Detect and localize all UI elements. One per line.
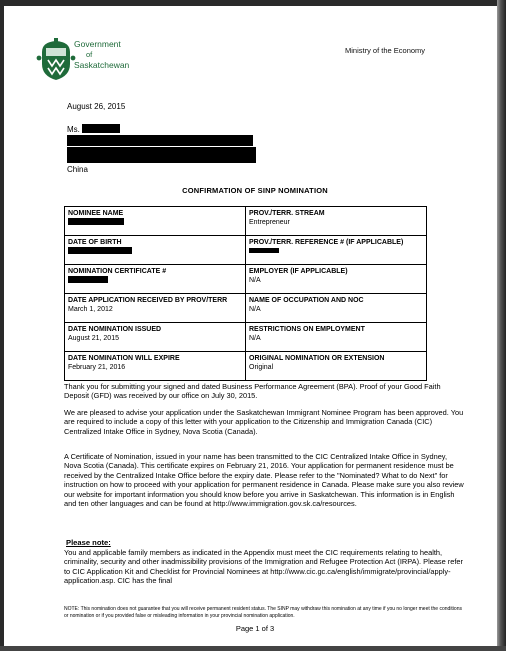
paragraph-application-approved: We are pleased to advise your application under the Saskatchewan Immigrant Nominee Program has been approved. You are required to include a copy of this letter with your application to the Citizenship and Immigration Canada (CIC) Centralized Intake Office in Sydney, Nova Scotia (Canada). — [64, 408, 464, 436]
document-heading: CONFIRMATION OF SINP NOMINATION — [182, 186, 328, 195]
frame-left-edge — [0, 0, 4, 651]
fine-print-note: NOTE: This nomination does not guarantee that you will receive permanent resident status. The SINP may withdraw this nomination at any time if you no longer meet the conditions or nomination or if you provided false or misleading information in your provincial nomination application. — [64, 606, 462, 619]
redacted-certificate-number — [68, 276, 108, 283]
salutation-prefix: Ms. — [67, 125, 80, 134]
table-row — [65, 294, 427, 323]
document-page — [16, 8, 494, 646]
logo-line-saskatchewan: Saskatchewan — [74, 60, 130, 70]
field-label: DATE NOMINATION WILL EXPIRE — [68, 355, 180, 362]
paragraph-bpa-received: Thank you for submitting your signed and dated Business Performance Agreement (BPA). Proof of your Good Faith Deposit (GFD) was received by our office on July 30, 2015. — [64, 382, 441, 401]
field-label: DATE APPLICATION RECEIVED BY PROV/TERR — [68, 297, 228, 304]
table-cell — [65, 265, 246, 294]
logo-line-of: of — [86, 50, 93, 59]
field-value: N/A — [249, 306, 261, 313]
field-label: NOMINATION CERTIFICATE # — [68, 268, 167, 275]
field-value: August 21, 2015 — [68, 335, 119, 342]
table-cell — [65, 207, 246, 236]
redacted-nominee-name — [68, 218, 124, 225]
field-value: March 1, 2012 — [68, 306, 113, 313]
country: China — [67, 165, 88, 174]
table-row — [65, 236, 427, 265]
field-label: PROV./TERR. REFERENCE # (IF APPLICABLE) — [249, 239, 404, 246]
table-cell — [246, 352, 427, 381]
redacted-date-of-birth — [68, 247, 132, 254]
table-row — [65, 207, 427, 236]
saskatchewan-crest-logo — [36, 38, 76, 82]
table-cell — [246, 207, 427, 236]
nomination-info-table — [64, 206, 427, 381]
letter-date: August 26, 2015 — [67, 102, 126, 111]
ministry-name: Ministry of the Economy — [345, 46, 426, 55]
table-cell — [65, 323, 246, 352]
redacted-reference-number — [249, 248, 279, 253]
paragraph-cic-requirements: You and applicable family members as indicated in the Appendix must meet the CIC requirements relating to health, criminality, security and other inadmissibility provisions of the Immigration and Refugee Protection Act (IRPA). Please refer to CIC Application Kit and Checklist for Provincial Nominees at http://www.cic.gc.ca/english/immigrate/provincial/apply-application.asp. CIC has the final — [64, 548, 463, 586]
paragraph-certificate-of-nomination: A Certificate of Nomination, issued in your name has been transmitted to the CIC Centralized Intake Office in Sydney, Nova Scotia (Canada). This certificate expires on February 21, 2016. Your application for permanent residence must be received by the Centralized Intake Office before the expiry date. Please refer to the "Nominated? What to do Next" for instruction on how to proceed with your application for permanent residence in Canada. Please make sure you also review our website for important information you should know before you arrive in Saskatchewan. This information is in English and ten other languages and can be found at http://www.immigration.gov.sk.ca/resources. — [64, 452, 464, 509]
please-note-title: Please note: — [66, 538, 111, 547]
redacted-name — [82, 124, 120, 133]
field-label: DATE OF BIRTH — [68, 239, 122, 246]
page-number: Page 1 of 3 — [235, 624, 275, 633]
government-logo-text — [74, 38, 129, 71]
field-label: NAME OF OCCUPATION AND NOC — [249, 297, 364, 304]
redacted-address-line-1 — [67, 135, 253, 146]
field-value: February 21, 2016 — [68, 364, 126, 371]
field-label: EMPLOYER (IF APPLICABLE) — [249, 268, 348, 275]
table-row — [65, 352, 427, 381]
table-cell — [246, 294, 427, 323]
table-cell — [65, 352, 246, 381]
table-cell — [246, 265, 427, 294]
field-label: PROV./TERR. STREAM — [249, 210, 325, 217]
logo-line-government: Government — [74, 39, 121, 49]
table-cell — [246, 236, 427, 265]
table-cell — [65, 236, 246, 265]
frame-top-edge — [0, 0, 506, 6]
field-value: Original — [249, 364, 274, 371]
frame-bottom-edge — [0, 646, 506, 651]
table-row — [65, 323, 427, 352]
frame-right-edge — [497, 0, 506, 651]
table-row — [65, 265, 427, 294]
redacted-address-line-2 — [67, 147, 256, 163]
table-cell — [246, 323, 427, 352]
field-label: RESTRICTIONS ON EMPLOYMENT — [249, 326, 365, 333]
field-value: N/A — [249, 277, 261, 284]
field-value: Entrepreneur — [249, 219, 290, 226]
field-label: ORIGINAL NOMINATION OR EXTENSION — [249, 355, 385, 362]
field-label: DATE NOMINATION ISSUED — [68, 326, 162, 333]
field-label: NOMINEE NAME — [68, 210, 124, 217]
field-value: N/A — [249, 335, 261, 342]
table-cell — [65, 294, 246, 323]
